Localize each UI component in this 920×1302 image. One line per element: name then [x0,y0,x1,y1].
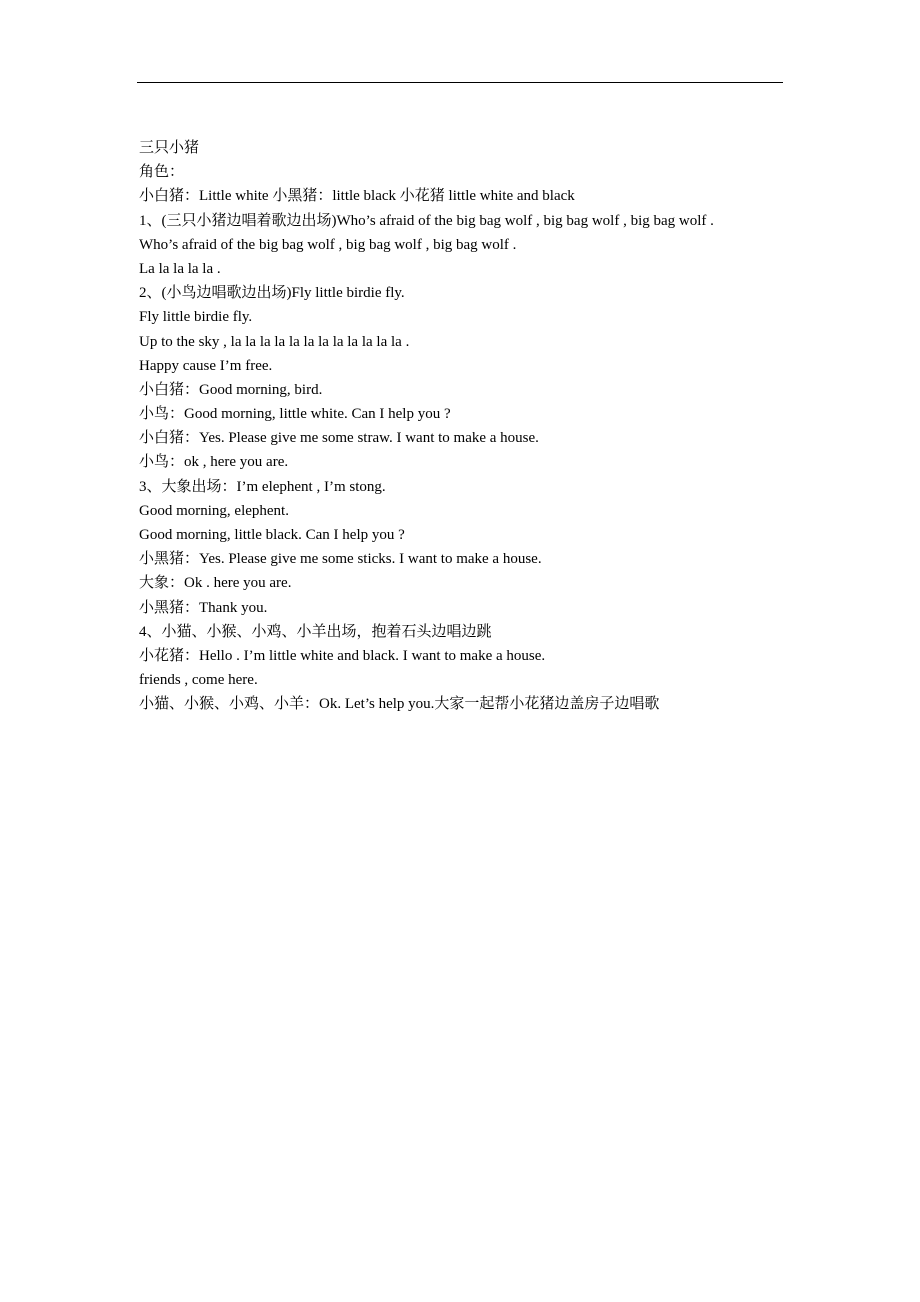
song-line: Happy cause I’m free. [139,357,273,374]
dialogue-line: 小鸟：ok , here you are. [139,454,289,471]
dialogue-line: 小鸟：Good morning, little white. Can I help you ? [139,406,451,423]
dialogue-line: 小黑猪：Thank you. [139,599,268,616]
dialogue-line: 小猫、小猴、小鸡、小羊：Ok. Let’s help you.大家一起帮小花猪边盖房子边唱歌 [139,696,660,713]
song-line: Who’s afraid of the big bag wolf , big bag wolf , big bag wolf . [139,236,517,253]
scene-1-heading: 1、(三只小猪边唱着歌边出场)Who’s afraid of the big bag wolf , big bag wolf , big bag wolf . [139,212,714,229]
roles-heading: 角色： [139,164,185,181]
dialogue-line: Good morning, elephent. [139,502,289,519]
dialogue-line: 大象：Ok . here you are. [139,575,292,592]
dialogue-line: 小黑猪：Yes. Please give me some sticks. I want to make a house. [139,551,542,568]
document-title: 三只小猪 [139,140,200,156]
song-line: Fly little birdie fly. [139,309,253,326]
document-body [139,136,839,717]
scene-3-heading: 3、大象出场：I’m elephent , I’m stong. [139,478,386,495]
dialogue-line: friends , come here. [139,672,258,689]
scene-2-heading: 2、(小鸟边唱歌边出场)Fly little birdie fly. [139,285,405,302]
song-line: Up to the sky , la la la la la la la la la la la la . [139,333,410,350]
dialogue-line: Good morning, little black. Can I help you ? [139,527,405,543]
song-line: La la la la la . [139,260,221,277]
dialogue-line: 小花猪：Hello . I’m little white and black. I want to make a house. [139,647,546,664]
header-rule [137,82,783,83]
dialogue-line: 小白猪：Yes. Please give me some straw. I want to make a house. [139,430,539,447]
roles-list: 小白猪：Little white 小黑猪：little black 小花猪 little white and black [139,188,575,205]
dialogue-line: 小白猪：Good morning, bird. [139,381,323,398]
scene-4-heading: 4、小猫、小猴、小鸡、小羊出场，抱着石头边唱边跳 [139,623,492,640]
